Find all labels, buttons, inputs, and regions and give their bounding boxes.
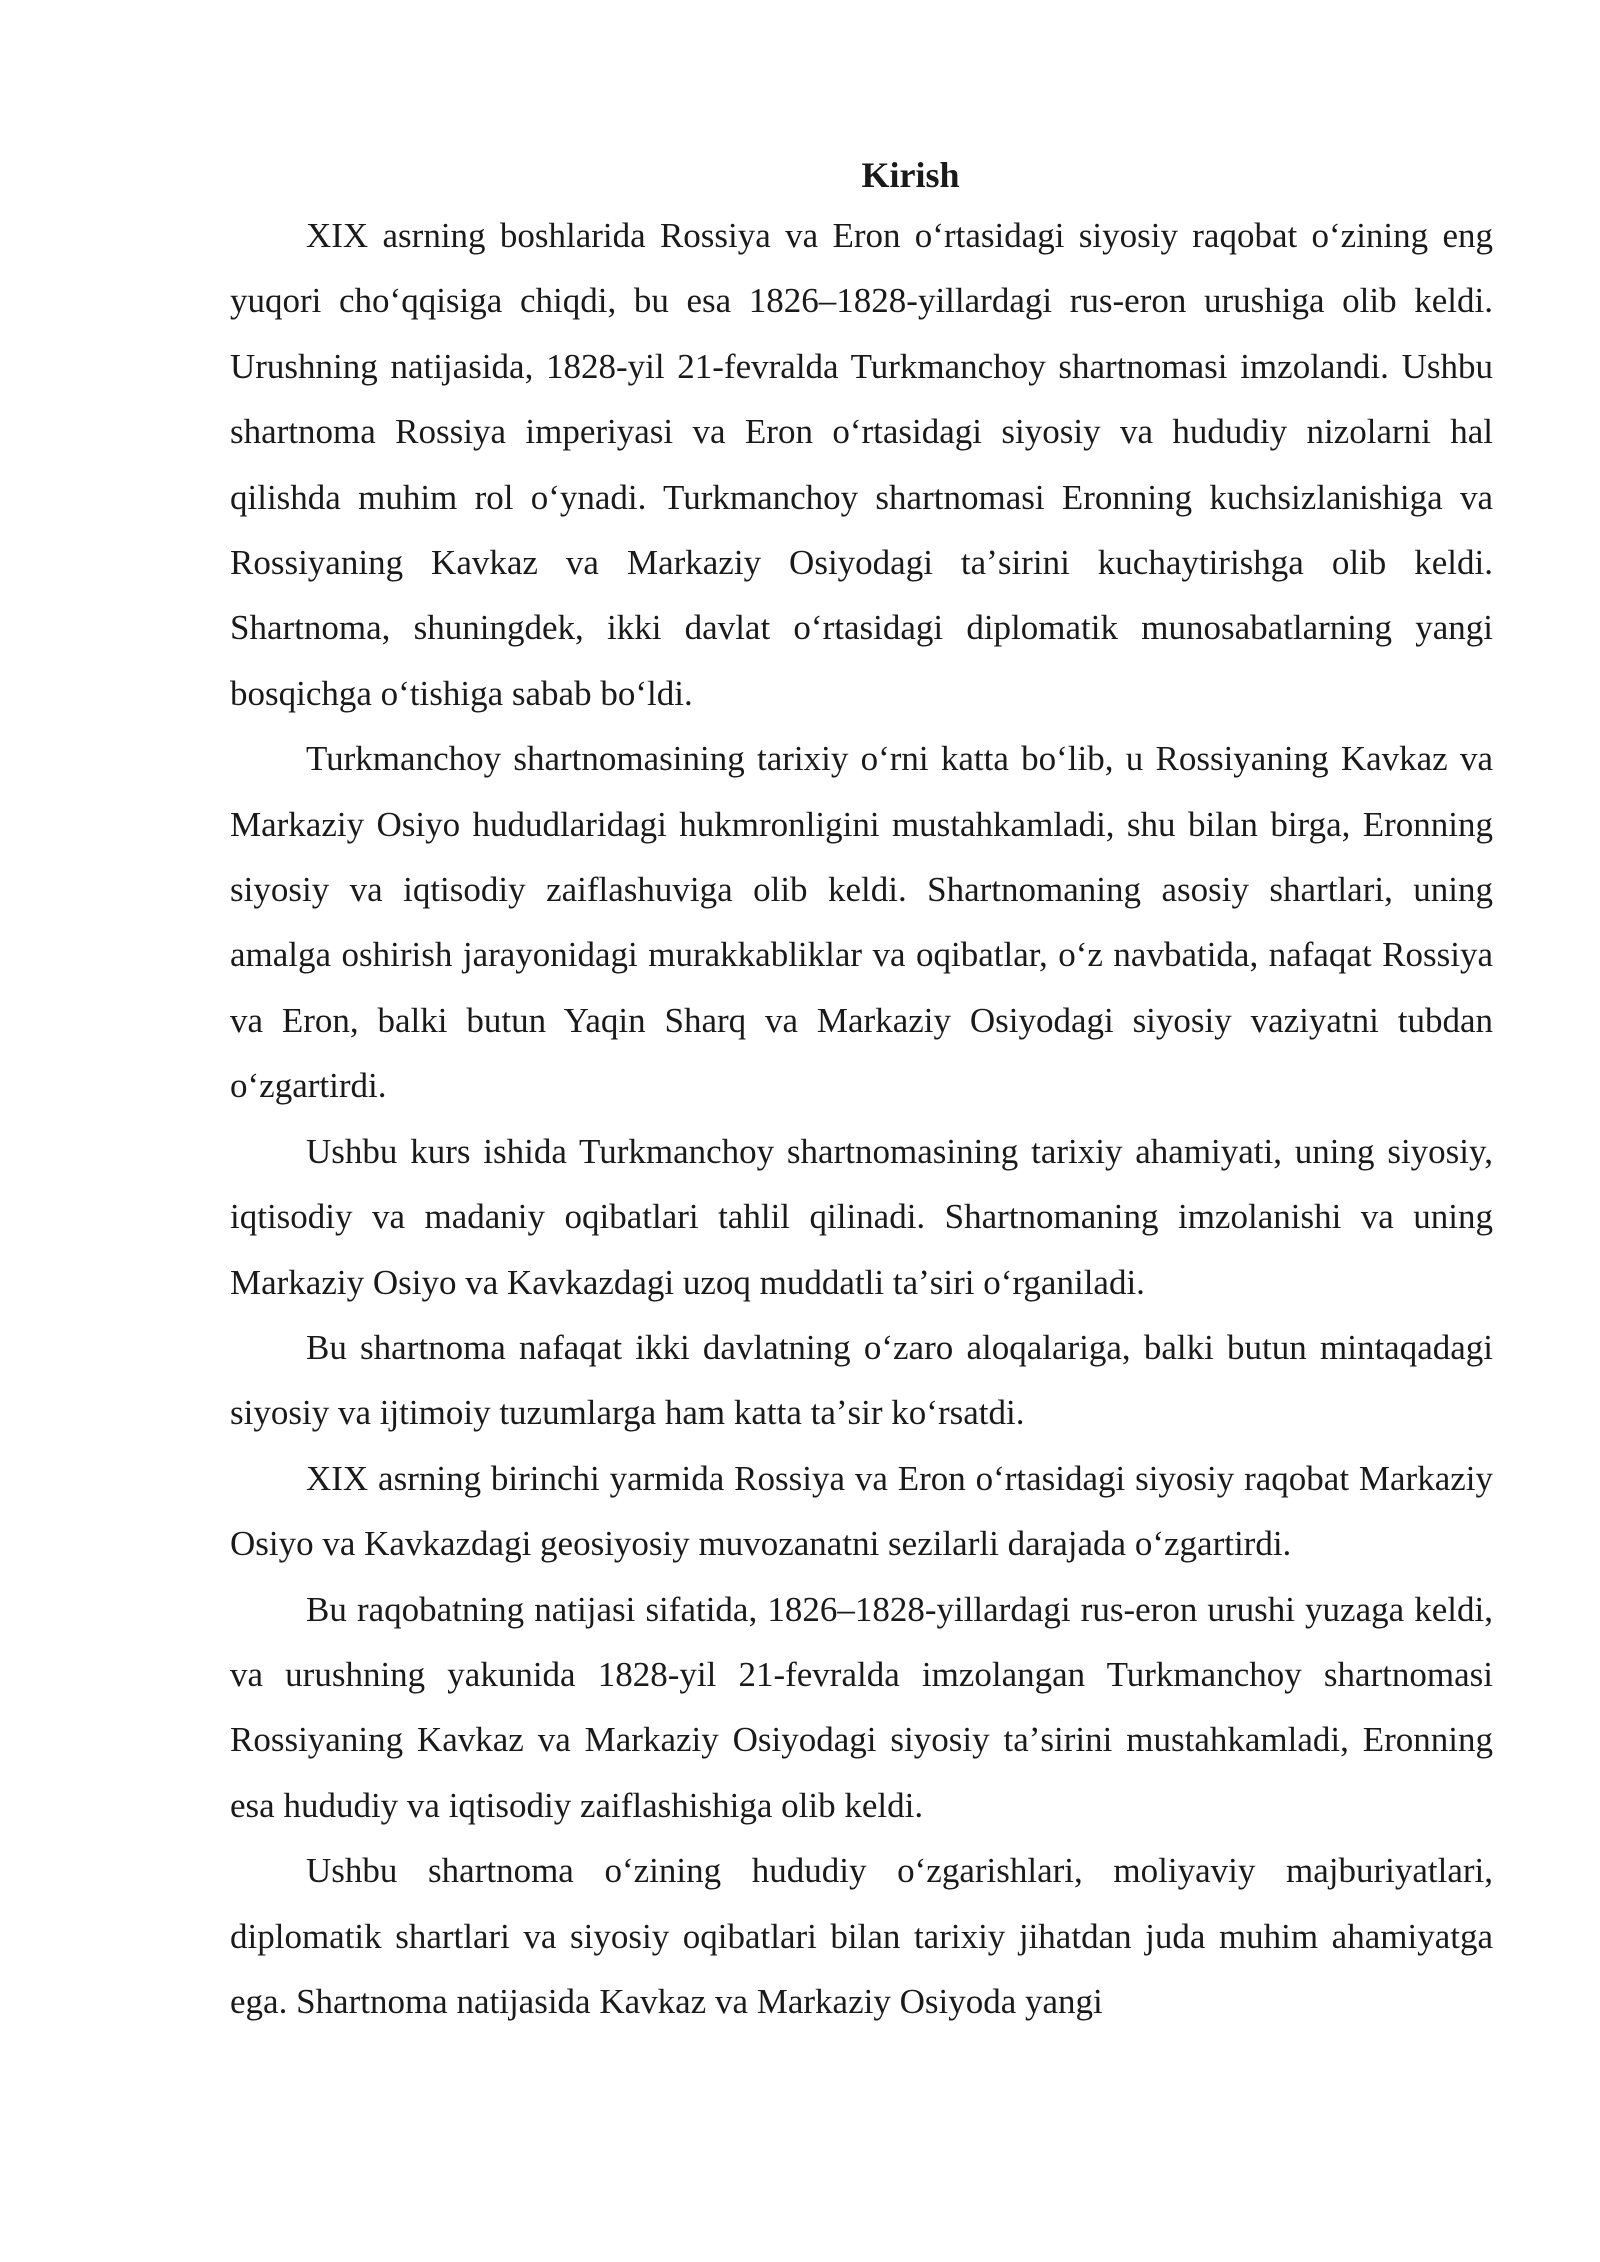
paragraph-7: Ushbu shartnoma oʻzining hududiy oʻzgarishlari, moliyaviy majburiyatlari, diplomatik shartlari va siyosiy oqibatlari bilan tarixiy jihatdan juda muhim ahamiyatga ega. Shartnoma natijasida Kavkaz va Markaziy Osiyoda yangi xyxy=(230,1851,1493,2021)
paragraph-4: Bu shartnoma nafaqat ikki davlatning oʻzaro aloqalariga, balki butun mintaqadagi siyosiy va ijtimoiy tuzumlarga ham katta taʼsir koʻrsatdi. xyxy=(230,1327,1493,1433)
page-title: Kirish xyxy=(861,155,960,195)
paragraph-3: Ushbu kurs ishida Turkmanchoy shartnomasining tarixiy ahamiyati, uning siyosiy, iqtisodiy va madaniy oqibatlari tahlil qilinadi. Shartnomaning imzolanishi va uning Markaziy Osiyo va Kavkazdagi uzoq muddatli taʼsiri oʻrganiladi. xyxy=(230,1131,1493,1302)
page-content xyxy=(230,147,1493,2034)
paragraph-5: XIX asrning birinchi yarmida Rossiya va Eron oʻrtasidagi siyosiy raqobat Markaziy Osiyo va Kavkazdagi geosiyosiy muvozanatni sezilarli darajada oʻzgartirdi. xyxy=(230,1458,1493,1564)
paragraph-2: Turkmanchoy shartnomasining tarixiy oʻrni katta boʻlib, u Rossiyaning Kavkaz va Markaziy Osiyo hududlaridagi hukmronligini mustahkamladi, shu bilan birga, Eronning siyosiy va iqtisodiy zaiflashuviga olib keldi. Shartnomaning asosiy shartlari, uning amalga oshirish jarayonidagi murakkabliklar va oqibatlar, oʻz navbatida, nafaqat Rossiya va Eron, balki butun Yaqin Sharq va Markaziy Osiyodagi siyosiy vaziyatni tubdan oʻzgartirdi. xyxy=(230,739,1493,1106)
paragraph-6: Bu raqobatning natijasi sifatida, 1826–1828-yillardagi rus-eron urushi yuzaga keldi, va urushning yakunida 1828-yil 21-fevralda imzolangan Turkmanchoy shartnomasi Rossiyaning Kavkaz va Markaziy Osiyodagi siyosiy taʼsirini mustahkamladi, Eronning esa hududiy va iqtisodiy zaiflashishiga olib keldi. xyxy=(230,1589,1493,1825)
paragraph-1: XIX asrning boshlarida Rossiya va Eron oʻrtasidagi siyosiy raqobat oʻzining eng yuqori choʻqqisiga chiqdi, bu esa 1826–1828-yillardagi rus-eron urushiga olib keldi. Urushning natijasida, 1828-yil 21-fevralda Turkmanchoy shartnomasi imzolandi. Ushbu shartnoma Rossiya imperiyasi va Eron oʻrtasidagi siyosiy va hududiy nizolarni hal qilishda muhim rol oʻynadi. Turkmanchoy shartnomasi Eronning kuchsizlanishiga va Rossiyaning Kavkaz va Markaziy Osiyodagi taʼsirini kuchaytirishga olib keldi. Shartnoma, shuningdek, ikki davlat oʻrtasidagi diplomatik munosabatlarning yangi bosqichga oʻtishiga sabab boʻldi. xyxy=(230,216,1493,713)
